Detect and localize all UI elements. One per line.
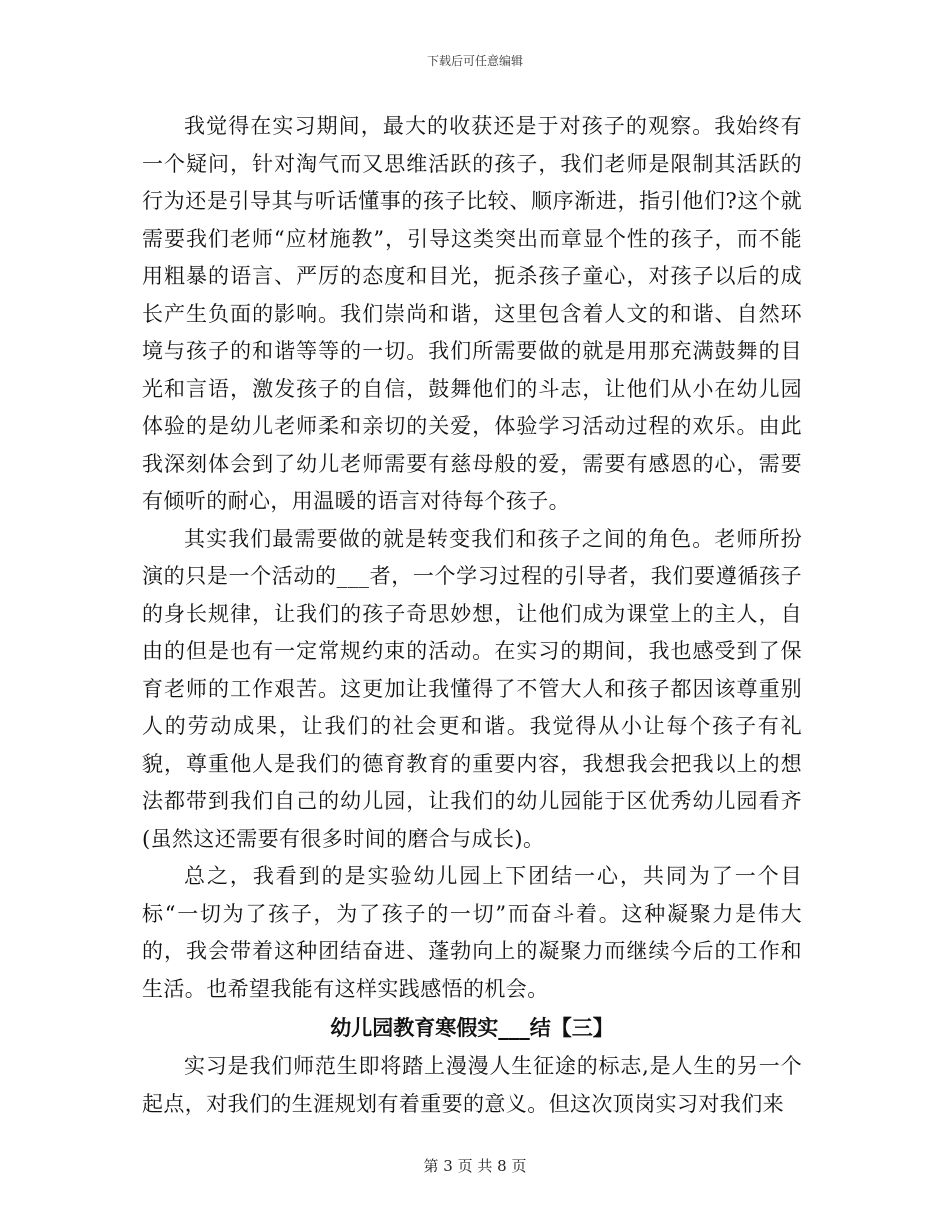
page-number-footer: 第 3 页 共 8 页 <box>423 1157 527 1175</box>
paragraph-1: 我觉得在实习期间，最大的收获还是于对孩子的观察。我始终有一个疑问，针对淘气而又思维活跃的孩子，我们老师是限制其活跃的行为还是引导其与听话懂事的孩子比较、顺序渐进，指引他们?这个就需要我们老师“应材施教”，引导这类突出而章显个性的孩子，而不能用粗暴的语言、严厉的态度和目光，扼杀孩子童心，对孩子以后的成长产生负面的影响。我们崇尚和谐，这里包含着人文的和谐、自然环境与孩子的和谐等等的一切。我们所需要做的就是用那充满鼓舞的目光和言语，激发孩子的自信，鼓舞他们的斗志，让他们从小在幼儿园体验的是幼儿老师柔和亲切的关爱，体验学习活动过程的欢乐。由此我深刻体会到了幼儿老师需要有慈母般的爱，需要有感恩的心，需要有倾听的耐心，用温暖的语言对待每个孩子。 <box>142 114 802 513</box>
page-header-note: 下载后可任意编辑 <box>426 54 523 68</box>
document-body <box>142 108 802 1123</box>
section-heading: 幼儿园教育寒假实___结【三】 <box>330 1016 614 1040</box>
section-paragraph: 实习是我们师范生即将踏上漫漫人生征途的标志,是人生的另一个起点，对我们的生涯规划有着重要的意义。但这次顶岗实习对我们来 <box>142 1054 802 1116</box>
paragraph-3: 总之，我看到的是实验幼儿园上下团结一心，共同为了一个目标“一切为了孩子，为了孩子的一切”而奋斗着。这种凝聚力是伟大的，我会带着这种团结奋进、蓬勃向上的凝聚力而继续今后的工作和生活。也希望我能有这样实践感悟的机会。 <box>142 864 802 1001</box>
paragraph-2: 其实我们最需要做的就是转变我们和孩子之间的角色。老师所扮演的只是一个活动的___者，一个学习过程的引导者，我们要遵循孩子的身长规律，让我们的孩子奇思妙想，让他们成为课堂上的主人，自由的但是也有一定常规约束的活动。在实习的期间，我也感受到了保育老师的工作艰苦。这更加让我懂得了不管大人和孩子都因该尊重别人的劳动成果，让我们的社会更和谐。我觉得从小让每个孩子有礼貌，尊重他人是我们的德育教育的重要内容，我想我会把我以上的想法都带到我们自己的幼儿园，让我们的幼儿园能于区优秀幼儿园看齐(虽然这还需要有很多时间的磨合与成长)。 <box>142 526 802 851</box>
